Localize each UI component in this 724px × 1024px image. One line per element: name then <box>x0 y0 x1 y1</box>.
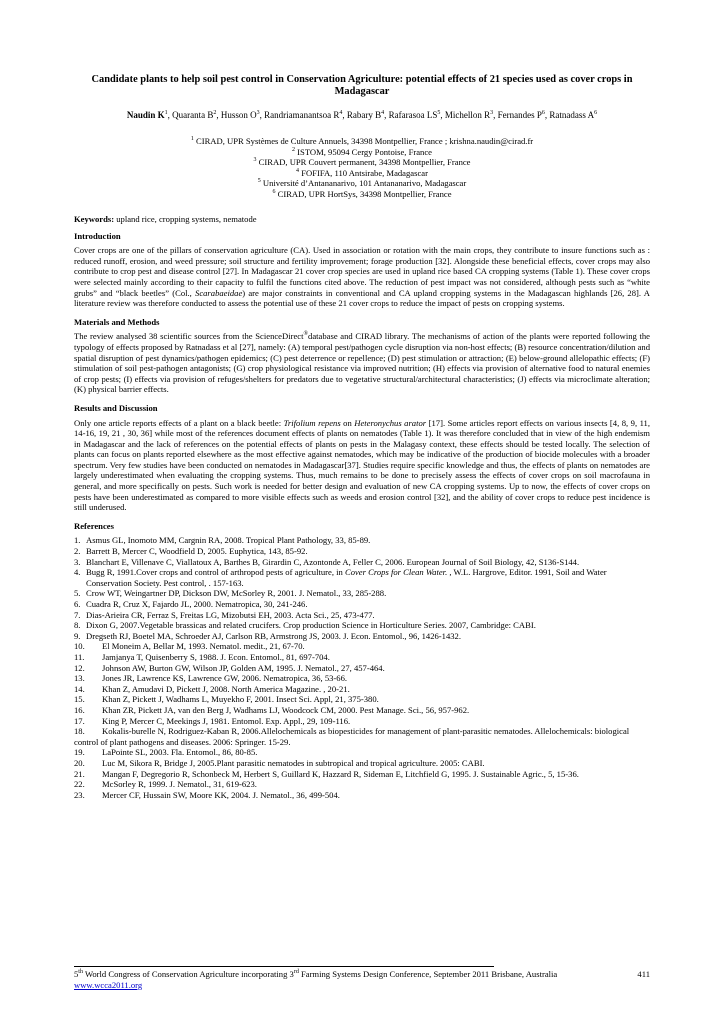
affiliation-text: CIRAD, UPR HortSys, 34398 Montpellier, France <box>277 188 452 199</box>
reference-number: 4. <box>74 567 81 578</box>
methods-heading: Materials and Methods <box>74 316 160 327</box>
reference-item <box>74 663 650 674</box>
affiliation <box>72 178 652 189</box>
reference-text: Dregseth RJ, Boetel MA, Schroeder AJ, Carlson RB, Armstrong JS, 2003. J. Econ. Entomol., 96, 1426-1432. <box>86 630 462 641</box>
reference-text: Khan ZR, Pickett JA, van den Berg J, Wadhams LJ, Woodcock CM, 2000. Pest Manage. Sci., 56, 957-962. <box>102 704 470 715</box>
author: Ratnadass A <box>549 110 595 120</box>
affiliation-sup: 3 <box>253 157 257 164</box>
author-affil-sup: 4 <box>339 110 343 116</box>
author: Rabary B <box>346 110 382 120</box>
reference-item <box>74 610 650 621</box>
reference-italic: Cover Crops for Clean Water. <box>344 567 448 578</box>
intro-italic: Scarabaeidae <box>195 287 243 298</box>
results-italic-pest: Heteronychus arator <box>354 417 427 428</box>
paper-body <box>74 214 650 800</box>
reference-number: 1. <box>74 535 81 546</box>
author-list: Naudin $K^1$, Quaranta $B^2$, Husson $O^3$, Randriamanantsoa $R^4$, Rabary $B^4$, Rafarasoa $LS^5$, Michellon $R^3$, Fernandes $P^6$, Ratnadass $A^6$ <box>126 110 598 120</box>
reference-number: 8. <box>74 620 81 631</box>
author: Naudin K <box>126 110 165 120</box>
author: Fernandes P <box>497 110 542 120</box>
reference-text: Bugg R, 1991.Cover crops and control of arthropod pests of agriculture, in <box>86 567 345 578</box>
keywords-label: Keywords: <box>74 214 115 224</box>
reference-text: Dixon G, 2007.Vegetable brassicas and related crucifers. Crop production Science in Horticulture Series. 2007, Cambridge: CABI. <box>86 620 536 631</box>
reference-item <box>74 694 650 705</box>
conference-link[interactable]: www.wcca2011.org <box>74 979 143 990</box>
reference-item <box>74 652 650 663</box>
affiliation-sup: 4 <box>296 167 300 174</box>
reference-item <box>74 631 650 642</box>
author: Rafarasoa LS <box>388 110 438 120</box>
author: Michellon R <box>444 110 491 120</box>
reference-number: 18. <box>74 726 85 737</box>
reference-number: 23. <box>74 789 85 800</box>
reference-item <box>74 567 650 588</box>
reference-text: Khan Z, Pickett J, Wadhams L, Muyekho F, 2001. Insect Sci. Appl, 21, 375-380. <box>102 694 379 705</box>
reference-number: 12. <box>74 662 85 673</box>
reference-number: 10. <box>74 641 85 652</box>
author-affil-sup: 6 <box>541 110 545 116</box>
reference-number: 11. <box>74 651 85 662</box>
affiliation-sup: 6 <box>272 189 276 196</box>
reference-item <box>74 557 650 568</box>
reference-number: 21. <box>74 768 85 779</box>
reference-item <box>74 747 650 758</box>
results-text-on: on <box>340 417 355 428</box>
affiliation-sup: 5 <box>257 178 261 185</box>
footer-conference <box>74 969 624 990</box>
reference-text: Johnson AW, Burton GW, Wilson JP, Golden AM, 1995. J. Nematol., 27, 457-464. <box>102 662 385 673</box>
reference-item <box>74 684 650 695</box>
reference-number: 19. <box>74 747 85 758</box>
reference-number: 7. <box>74 609 81 620</box>
author: Randriamanantsoa R <box>264 110 340 120</box>
footer-sup: rd <box>293 969 299 976</box>
affiliation-text: FOFIFA, 110 Antsirabe, Madagascar <box>301 167 428 178</box>
reference-item <box>74 790 650 801</box>
reference-item <box>74 726 650 747</box>
reference-item <box>74 588 650 599</box>
intro-text: Cover crops are one of the pillars of conservation agriculture (CA). Used in association or rotation with the main crops, they contribute to insure functions such as : reduced runoff, erosion, and weed pressure; soil structure and fertility improvement; forage production [32]. Alongside these beneficial effects, cover crops may also contribute to crop pest and disease control [27]. In Madagascar 21 cover crop species are used in upland rice based CA cropping systems (Table 1). These cover crops were selected mainly according to their capacity to fulfil the functions cited above. The reduction of pest impact was not considered, although pests such as “white grubs” and “black beetles” (Col., <box>74 245 650 298</box>
affiliation-sup: 2 <box>292 146 296 153</box>
footer-text: World Congress of Conservation Agriculture incorporating 3 <box>82 969 294 979</box>
footer-sup: th <box>78 969 83 976</box>
affiliation-text: Université d’Antananarivo, 101 Antananarivo, Madagascar <box>262 178 467 189</box>
intro-paragraph <box>74 245 650 309</box>
affiliation <box>72 136 652 147</box>
affiliation <box>72 189 652 200</box>
methods-text-cont: database and CIRAD library. The mechanisms of action of the plants were reported following the typology of effects proposed by Ratnadass et al [27], namely: (A) temporal pest/pathogen cycle disruption via non-host effects; (B) resource concentration/dilution and spatial disruption of pest dynamics/pathogen epidemics; (C) pest deterrence or repellence; (D) pest stimulation or attraction; (E) below-ground allelopathic effects; (F) stimulation of soil pest-pathogen antagonists; (G) crop physiological resistance via improved nutrition; (H) effects via provision of alternative food to natural enemies of crop pests; (I) effects via provision of refuges/shelters for predators due to vegetative structural/architectural characteristics; (J) effects via microclimate alteration; (K) physical barrier effects. <box>74 331 651 395</box>
keywords <box>74 214 650 225</box>
affiliation-list <box>72 136 652 200</box>
reference-number: 22. <box>74 779 85 790</box>
reference-text: McSorley R, 1999. J. Nematol., 31, 619-623. <box>102 779 257 790</box>
results-italic-species: Trifolium repens <box>283 417 341 428</box>
reference-item <box>74 716 650 727</box>
reference-item <box>74 620 650 631</box>
reference-text: King P, Mercer C, Meekings J, 1981. Entomol. Exp. Appl., 29, 109-116. <box>102 715 351 726</box>
reference-text: Asmus GL, Inomoto MM, Cargnin RA, 2008. Tropical Plant Pathology, 33, 85-89. <box>86 535 371 546</box>
results-text-cont: [17]. Some articles report effects on various insects [4, 8, 9, 11, 14-16, 19, 21 , 30, 36] while most of the references document effects of plants on nematodes (Table 1). It was therefore concluded that in view of the high endemism in Madagascar and the lack of references on the potential effects of plants on pests in the Malagasy context, these effects should be tested locally. The selection of plants can focus on plants reported elsewhere as the most effective against nematodes, which may be indicative of the production of biocide molecules with a broader spectrum. Very few studies have been conducted on nematodes in Madagascar[37]. Studies require specific knowledge and thus, the effects of plants on nematodes are largely underestimated when evaluating the cropping systems. Thus, much remains to be done to precisely assess the effects of cover crops on soil macrofauna in general, and more specifically on pests. Such work is needed for better design and evaluation of new CA cropping systems. Up to now, the effects of cover crops on pests have been underestimated as compared to more visible effects such as weeds and erosion control [32], and the ability of cover crops to reduce pest incidence is still underused. <box>74 417 651 513</box>
reference-number: 2. <box>74 546 81 557</box>
reference-number: 17. <box>74 715 85 726</box>
reference-text: Khan Z, Amudavi D, Pickett J, 2008. North America Magazine. , 20-21. <box>102 683 350 694</box>
reference-text: Crow WT, Weingartner DP, Dickson DW, McSorley R, 2001. J. Nematol., 33, 285-288. <box>86 588 387 599</box>
affiliation <box>72 147 652 158</box>
reference-item <box>74 779 650 790</box>
author-affil-sup: 3 <box>490 110 494 116</box>
reference-number: 13. <box>74 673 85 684</box>
results-heading: Results and Discussion <box>74 402 158 413</box>
reference-text: Jamjanya T, Quisenberry S, 1988. J. Econ. Entomol., 81, 697-704. <box>102 651 330 662</box>
reference-item <box>74 641 650 652</box>
reference-number: 9. <box>74 630 81 641</box>
intro-text-cont: ) are major constraints in conventional and CA upland cropping systems in the Madagascan highlands [26, 28]. A literature review was therefore conducted to assess the potential use of these 21 cover crops to reduce the impact of pests on cropping systems. <box>74 287 650 309</box>
reference-list <box>74 535 650 800</box>
references-heading: References <box>74 520 114 531</box>
reference-item <box>74 769 650 780</box>
reference-item <box>74 673 650 684</box>
reference-number: 5. <box>74 588 81 599</box>
paper-title: Candidate plants to help soil pest control in Conservation Agriculture: potential effects of 21 species used as cover crops in Madagascar <box>91 74 633 98</box>
reference-text: Kokalis-burelle N, Rodriguez-Kaban R, 2006.Allelochemicals as biopesticides for management of plant-parasitic nematodes. Allelochemicals: biological control of plant pathogens and diseases. 2006: Springer. 15-29. <box>74 726 630 747</box>
keywords-text: upland rice, cropping systems, nematode <box>114 214 257 224</box>
reference-text: Luc M, Sikora R, Bridge J, 2005.Plant parasitic nematodes in subtropical and tropical agriculture. 2005: CABI. <box>102 757 485 768</box>
footer-divider <box>74 966 494 967</box>
reference-text: Cuadra R, Cruz X, Fajardo JL, 2000. Nematropica, 30, 241-246. <box>86 599 308 609</box>
reference-item <box>74 535 650 546</box>
reference-text: Barrett B, Mercer C, Woodfield D, 2005. Euphytica, 143, 85-92. <box>86 546 308 557</box>
affiliation <box>72 157 652 168</box>
author: Husson O <box>220 110 257 120</box>
results-paragraph <box>74 418 650 513</box>
reference-item <box>74 758 650 769</box>
intro-heading: Introduction <box>74 230 121 241</box>
affiliation-text: CIRAD, UPR Systèmes de Culture Annuels, 34398 Montpellier, France ; krishna.naudin@cirad.fr <box>195 136 534 146</box>
reference-item <box>74 546 650 557</box>
author-affil-sup: 3 <box>256 110 260 116</box>
affiliation-sup: 1 <box>190 136 194 143</box>
reference-text: Mercer CF, Hussain SW, Moore KK, 2004. J. Nematol., 36, 499-504. <box>102 789 340 800</box>
reference-item <box>74 599 650 610</box>
author-affil-sup: 4 <box>381 110 385 116</box>
registered-mark: ® <box>303 331 309 338</box>
reference-number: 15. <box>74 694 85 705</box>
results-text: Only one article reports effects of a plant on a black beetle: <box>74 417 284 428</box>
methods-paragraph <box>74 331 650 395</box>
affiliation-text: CIRAD, UPR Couvert permanent, 34398 Montpellier, France <box>258 157 471 168</box>
affiliation <box>72 168 652 179</box>
reference-text: Jones JR, Lawrence KS, Lawrence GW, 2006. Nematropica, 36, 53-66. <box>102 673 348 684</box>
affiliation-text: ISTOM, 95094 Cergy Pontoise, France <box>297 146 432 157</box>
reference-number: 20. <box>74 757 85 768</box>
reference-text: LaPointe SL, 2003. Fla. Entomol., 86, 80-85. <box>102 747 258 758</box>
author-affil-sup: 5 <box>437 110 441 116</box>
reference-text: Mangan F, Degregorio R, Schonbeck M, Herbert S, Guillard K, Hazzard R, Sideman E, Litchfield G, 1995. J. Sustainable Agric., 5, 15-36. <box>102 768 579 779</box>
reference-text: Blanchart E, Villenave C, Viallatoux A, Barthes B, Girardin C, Azontonde A, Feller C, 2006. European Journal of Soil Biology, 42, S136-S144. <box>86 556 580 567</box>
reference-text: , W.L. Hargrove, Editor. 1991, Soil and Water Conservation Society. Pest control, . 157-163. <box>86 567 607 588</box>
author-affil-sup: 1 <box>164 110 168 116</box>
author: Quaranta B <box>172 110 214 120</box>
methods-text: The review analysed 38 scientific sources from the ScienceDirect <box>74 331 304 342</box>
reference-number: 3. <box>74 556 81 567</box>
reference-text: El Moneim A, Bellar M, 1993. Nematol. medit., 21, 67-70. <box>102 641 305 652</box>
footer-text: Farming Systems Design Conference, September 2011 Brisbane, Australia <box>298 969 558 979</box>
reference-item <box>74 705 650 716</box>
page-footer <box>74 969 650 990</box>
reference-number: 6. <box>74 599 81 609</box>
author-affil-sup: 6 <box>594 110 598 116</box>
reference-number: 14. <box>74 683 85 694</box>
reference-number: 16. <box>74 704 85 715</box>
reference-text: Dias-Arieira CR, Ferraz S, Freitas LG, Mizobutsi EH, 2003. Acta Sci., 25, 473-477. <box>86 609 375 620</box>
page-number: 411 <box>637 969 650 979</box>
author-affil-sup: 2 <box>213 110 217 116</box>
footer-text: 5 <box>74 969 79 979</box>
